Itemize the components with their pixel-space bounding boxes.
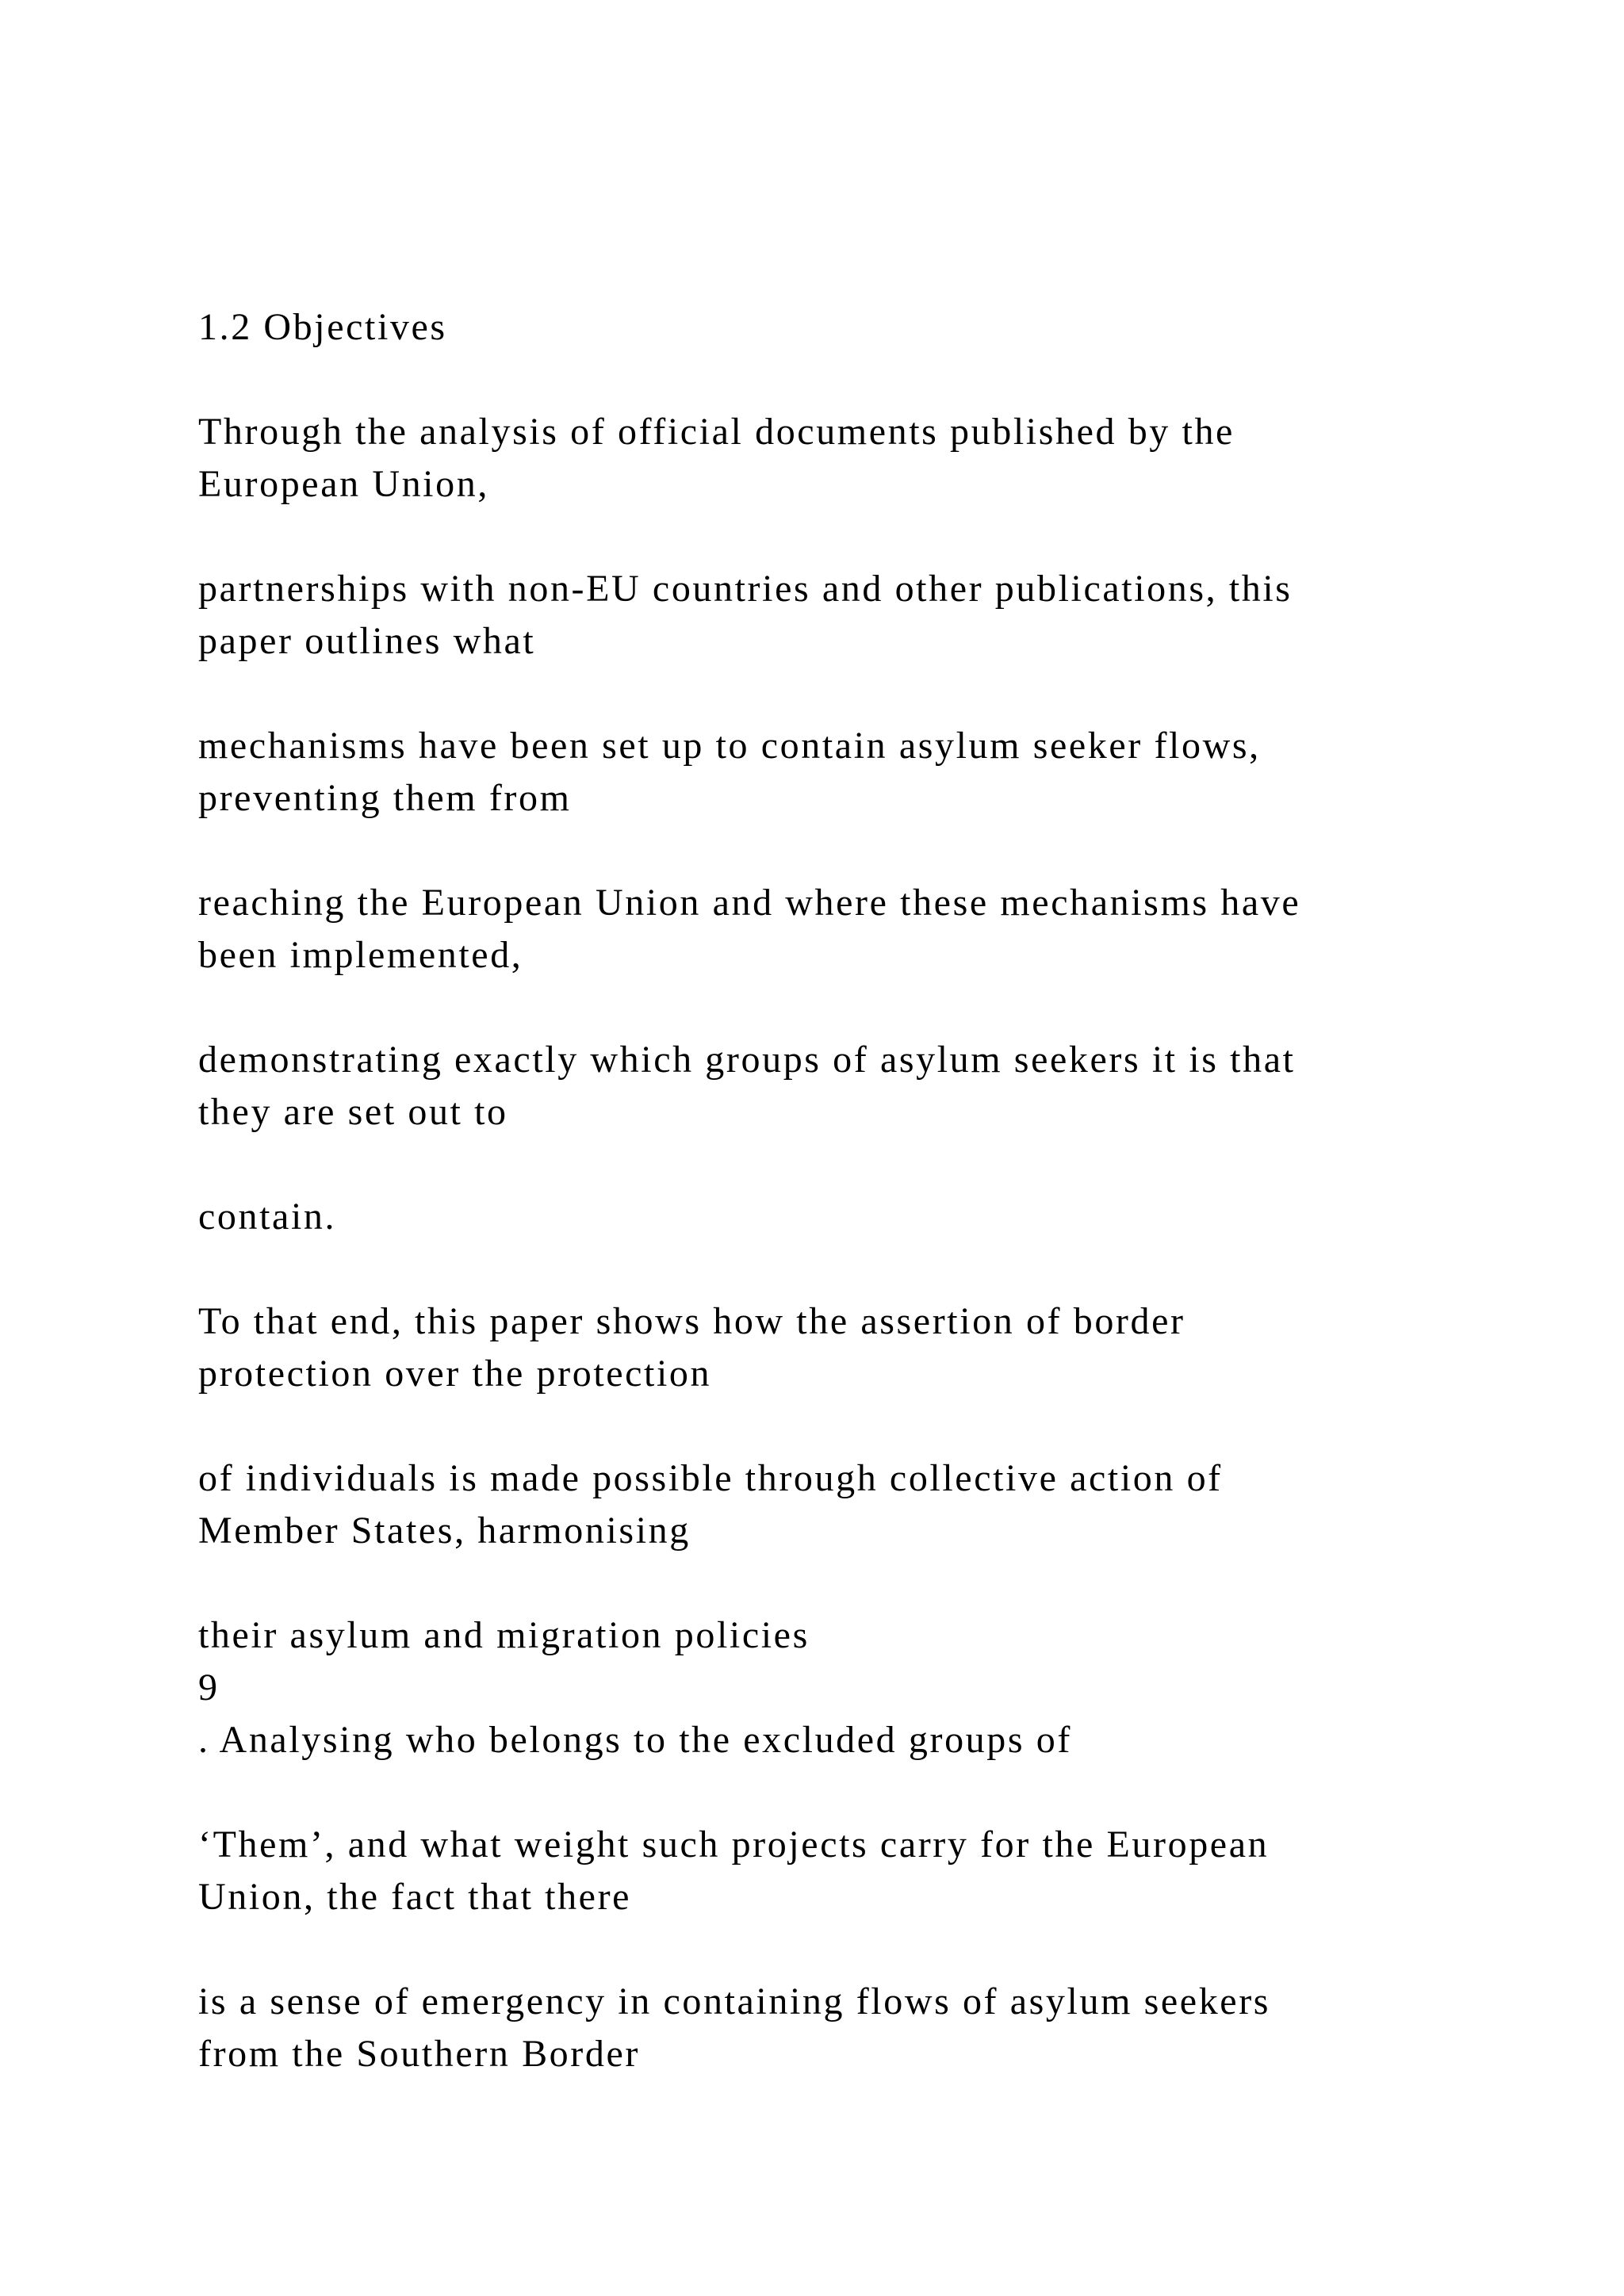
text-line: they are set out to bbox=[198, 1091, 508, 1133]
text-line: been implemented, bbox=[198, 934, 523, 976]
text-line bbox=[198, 1557, 1467, 1609]
section-heading: 1.2 Objectives bbox=[198, 306, 447, 348]
text-line: partnerships with non-EU countries and other publications, this bbox=[198, 568, 1293, 610]
text-line: Through the analysis of official documents published by the bbox=[198, 411, 1235, 453]
text-line: . Analysing who belongs to the excluded groups of bbox=[198, 1719, 1072, 1761]
text-line bbox=[198, 1923, 1467, 1976]
text-line: from the Southern Border bbox=[198, 2033, 640, 2075]
text-line bbox=[198, 511, 1467, 563]
text-line: To that end, this paper shows how the assertion of border bbox=[198, 1300, 1185, 1342]
text-line bbox=[198, 1138, 1467, 1191]
text-line: paper outlines what bbox=[198, 620, 536, 662]
text-line bbox=[198, 825, 1467, 877]
text-line: demonstrating exactly which groups of asylum seekers it is that bbox=[198, 1039, 1296, 1081]
text-line: preventing them from bbox=[198, 777, 572, 819]
text-line bbox=[198, 982, 1467, 1034]
text-line: ‘Them’, and what weight such projects carry for the European bbox=[198, 1823, 1270, 1866]
text-line bbox=[198, 1400, 1467, 1452]
text-line: reaching the European Union and where these mechanisms have bbox=[198, 882, 1301, 924]
text-line bbox=[198, 668, 1467, 720]
text-line: European Union, bbox=[198, 463, 489, 505]
text-line: Member States, harmonising bbox=[198, 1510, 691, 1552]
text-line: is a sense of emergency in containing flows of asylum seekers bbox=[198, 1980, 1271, 2022]
text-line bbox=[198, 1243, 1467, 1295]
text-line bbox=[198, 354, 1467, 406]
text-line: Union, the fact that there bbox=[198, 1876, 632, 1918]
text-line: their asylum and migration policies bbox=[198, 1614, 810, 1656]
text-line bbox=[198, 1766, 1467, 1819]
document-body bbox=[198, 301, 1467, 2080]
text-line: contain. bbox=[198, 1196, 337, 1238]
text-line: of individuals is made possible through collective action of bbox=[198, 1457, 1223, 1499]
text-line: protection over the protection bbox=[198, 1353, 712, 1395]
footnote-marker: 9 bbox=[198, 1667, 220, 1709]
text-line: mechanisms have been set up to contain asylum seeker flows, bbox=[198, 725, 1261, 767]
